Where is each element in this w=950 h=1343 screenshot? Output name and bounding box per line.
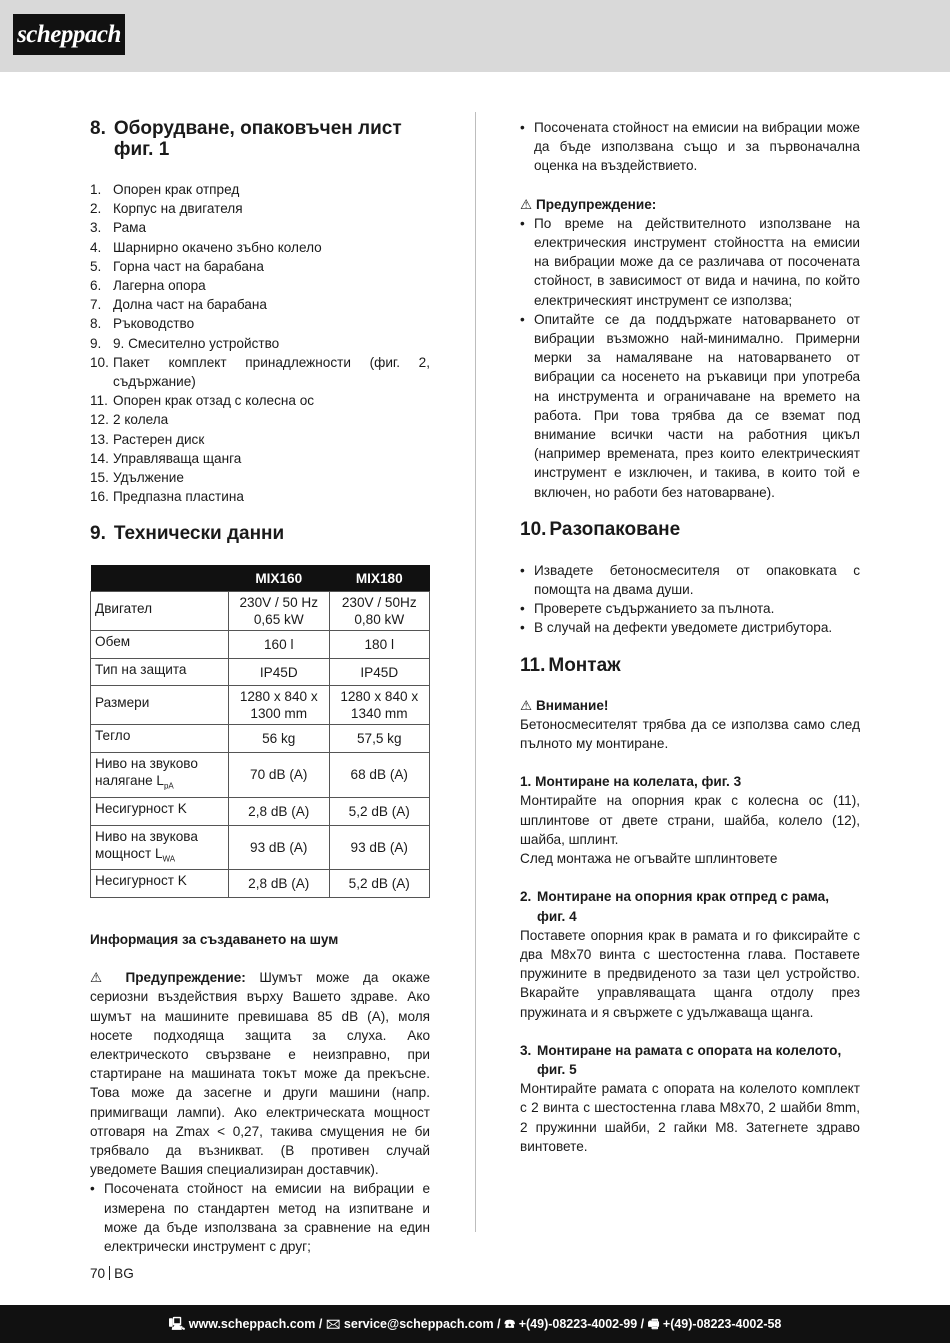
table-cell: 70 dB (A) <box>229 753 330 798</box>
step-2: 2. Монтиране на опорния крак отпред с рама, фиг. 4 Поставете опорния крак в рамата и го фиксирайте с два M8x70 винта с шестостенна глава. Поставете пружините в предвиденото за тази цел устройство. Вкарайте управляващата щанга отдолу през пружината и я свържете с удължаваща щанга. <box>520 889 860 1020</box>
table-cell: 56 kg <box>229 725 330 753</box>
list-item: • Посочената стойност на емисии на вибрации може да бъде използвана също и за първоначална оценка на въздействието. <box>520 120 860 174</box>
table-header-cell: MIX160 <box>229 565 330 591</box>
parts-list-item: 8. Ръководство <box>90 316 195 332</box>
table-row <box>91 725 430 753</box>
parts-list-item: 11. Опорен крак отзад с колесна ос <box>90 393 315 409</box>
noise-bullets-cont <box>520 118 860 176</box>
table-cell: Тегло <box>91 725 229 753</box>
attention-text: Бетоносмесителят трябва да се използва само след пълното му монтиране. <box>520 716 860 752</box>
table-cell: 93 dB (A) <box>329 825 430 870</box>
section-11-heading: 11. Монтаж <box>520 654 621 676</box>
table-cell: Обем <box>91 630 229 658</box>
table-cell: IP45D <box>229 658 330 686</box>
table-row <box>91 825 430 870</box>
table-cell: 57,5 kg <box>329 725 430 753</box>
table-cell: Несигурност K <box>91 797 229 825</box>
parts-list-item: 16. Предпазна пластина <box>90 489 244 505</box>
table-cell: Двигател <box>91 591 229 630</box>
noise-heading: Информация за създаването на шум <box>90 931 339 947</box>
table-cell: 2,8 dB (A) <box>229 797 330 825</box>
right-column <box>520 118 860 1156</box>
parts-list-item: 3. Рама <box>90 220 147 236</box>
parts-list-item: 14. Управляваща щанга <box>90 450 242 466</box>
unpacking-list <box>520 561 860 638</box>
section-10-heading: 10. Разопаковане <box>520 518 681 540</box>
warning-bullets <box>520 214 860 502</box>
warning-icon: ⚠ <box>520 196 533 212</box>
step-3: 3. Монтиране на рамата с опората на колелото, фиг. 5 Монтирайте рамата с опората на колелото комплект с 2 винта с шестостенна глава M8x70, 2 шайби 8mm, 2 пружинни шайби, 2 гайки M8. Затегнете здраво винтовете. <box>520 1042 860 1154</box>
scheppach-logo: scheppach <box>13 14 125 55</box>
tech-data-table <box>90 565 430 898</box>
attention-heading: ⚠ Внимание! <box>520 697 609 713</box>
table-cell: 68 dB (A) <box>329 753 430 798</box>
table-cell: 1280 x 840 x 1300 mm <box>229 686 330 725</box>
table-cell: Размери <box>91 686 229 725</box>
section-8-heading: 8. Оборудване, опаковъчен лист фиг. 1 <box>90 118 402 160</box>
step-1: 1. Монтиране на колелата, фиг. 3 Монтирайте на опорния крак с колесна ос (11), шплинтове от двете страни, шайба, колело (12), шайба, шплинт. След монтажа не огъвайте шплинтовете <box>520 774 860 867</box>
parts-list-item: 12. 2 колела <box>90 412 169 428</box>
table-row <box>91 686 430 725</box>
left-column <box>90 118 430 1256</box>
parts-list-item: 5. Горна част на барабана <box>90 258 264 274</box>
table-cell: 2,8 dB (A) <box>229 870 330 898</box>
parts-list-item: 7. Долна част на барабана <box>90 297 267 313</box>
noise-bullets <box>90 1179 430 1256</box>
table-row <box>91 658 430 686</box>
contact-footer: 🖳 www.scheppach.com / 🖂 service@scheppach.com / ☎ +(49)-08223-4002-99 / 🖷 +(49)-08223-4002-58 <box>0 1305 950 1343</box>
section-9-heading: 9. Технически данни <box>90 523 285 545</box>
parts-list-item: 13. Растерен диск <box>90 431 205 447</box>
list-item: • Проверете съдържанието за пълнота. <box>520 601 775 617</box>
table-row <box>91 591 430 630</box>
table-cell: Ниво на звуково налягане $L_{pA}$ <box>91 753 229 798</box>
warning-heading: ⚠ Предупреждение: <box>520 196 657 212</box>
table-header-cell: MIX180 <box>329 565 430 591</box>
table-cell: 230V / 50Hz 0,80 kW <box>329 591 430 630</box>
table-cell: Тип на защита <box>91 658 229 686</box>
parts-list-item: 15. Удължение <box>90 470 184 486</box>
warning-icon: ⚠ <box>90 970 112 986</box>
list-item: • В случай на дефекти уведомете дистрибутора. <box>520 620 833 636</box>
table-cell: 160 l <box>229 630 330 658</box>
list-item: • По време на действителното използване на електрическия инструмент стойността на емисии на вибрации може да се различава от посочената стойност, в зависимост от вида и начина, по който електрическият инструмент се използва; <box>520 215 860 308</box>
noise-warning: ⚠ Предупреждение: Шумът може да окаже сериозни въздействия върху Вашето здраве. Ако шумът на машините превишава 85 dB (A), моля носете подходяща защита за слуха. Ако електрическото свързване е неизправно, при стартиране на машината токът може да прекъсне. Това може да засегне и други машини (напр. примигващи лампи). Ако електрическата мощност отговаря на Zmax < 0,27, такива смущения не би трябвало да възникват. (В противен случай уведомете Вашия специализиран доставчик). <box>90 970 431 1178</box>
table-cell: 93 dB (A) <box>229 825 330 870</box>
list-item: • Опитайте се да поддържате натоварването от вибрации възможно най-минимално. Примерни мерки за намаляване на натоварването от вибрации са носенето на ръкавици при употреба на инструмента и ограничаване на времето на работа. При това трябва да се вземат под внимание всички части на работния цикъл (например времената, през които електрическият инструмент е изключен, и такива, в които той е включен, но работи без натоварване). <box>520 311 860 500</box>
parts-list-item: 4. Шарнирно окачено зъбно колело <box>90 239 322 255</box>
table-row <box>91 797 430 825</box>
warning-icon: ⚠ <box>520 697 533 713</box>
table-cell: 180 l <box>329 630 430 658</box>
page-number: 70 BG <box>90 1266 134 1281</box>
parts-list-item: 9. 9. Смесително устройство <box>90 335 280 351</box>
table-row <box>91 630 430 658</box>
parts-list-item: 2. Корпус на двигателя <box>90 201 243 217</box>
parts-list-item: 10. Пакет комплект принадлежности (фиг. 2, съдържание) <box>90 354 430 390</box>
table-cell: 5,2 dB (A) <box>329 797 430 825</box>
table-cell: IP45D <box>329 658 430 686</box>
parts-list-item: 1. Опорен крак отпред <box>90 182 240 197</box>
page-header <box>0 0 950 72</box>
table-cell: Ниво на звукова мощност $L_{WA}$ <box>91 825 229 870</box>
parts-list-item: 6. Лагерна опора <box>90 278 206 294</box>
table-cell: Несигурност K <box>91 870 229 898</box>
parts-list <box>90 180 430 506</box>
table-cell: 1280 x 840 x 1340 mm <box>329 686 430 725</box>
list-item: • Посочената стойност на емисии на вибрации е измерена по стандартен метод на изпитване и може да бъде използвана за сравнение на един електрически инструмент с друг; <box>90 1181 430 1255</box>
table-row <box>91 870 430 898</box>
list-item: • Извадете бетоносмесителя от опаковката с помощта на двама души. <box>520 562 860 598</box>
table-header-row <box>91 565 430 591</box>
table-header-cell <box>91 565 229 591</box>
table-cell: 230V / 50 Hz 0,65 kW <box>229 591 330 630</box>
table-cell: 5,2 dB (A) <box>329 870 430 898</box>
column-divider <box>475 112 476 1232</box>
table-row <box>91 753 430 798</box>
